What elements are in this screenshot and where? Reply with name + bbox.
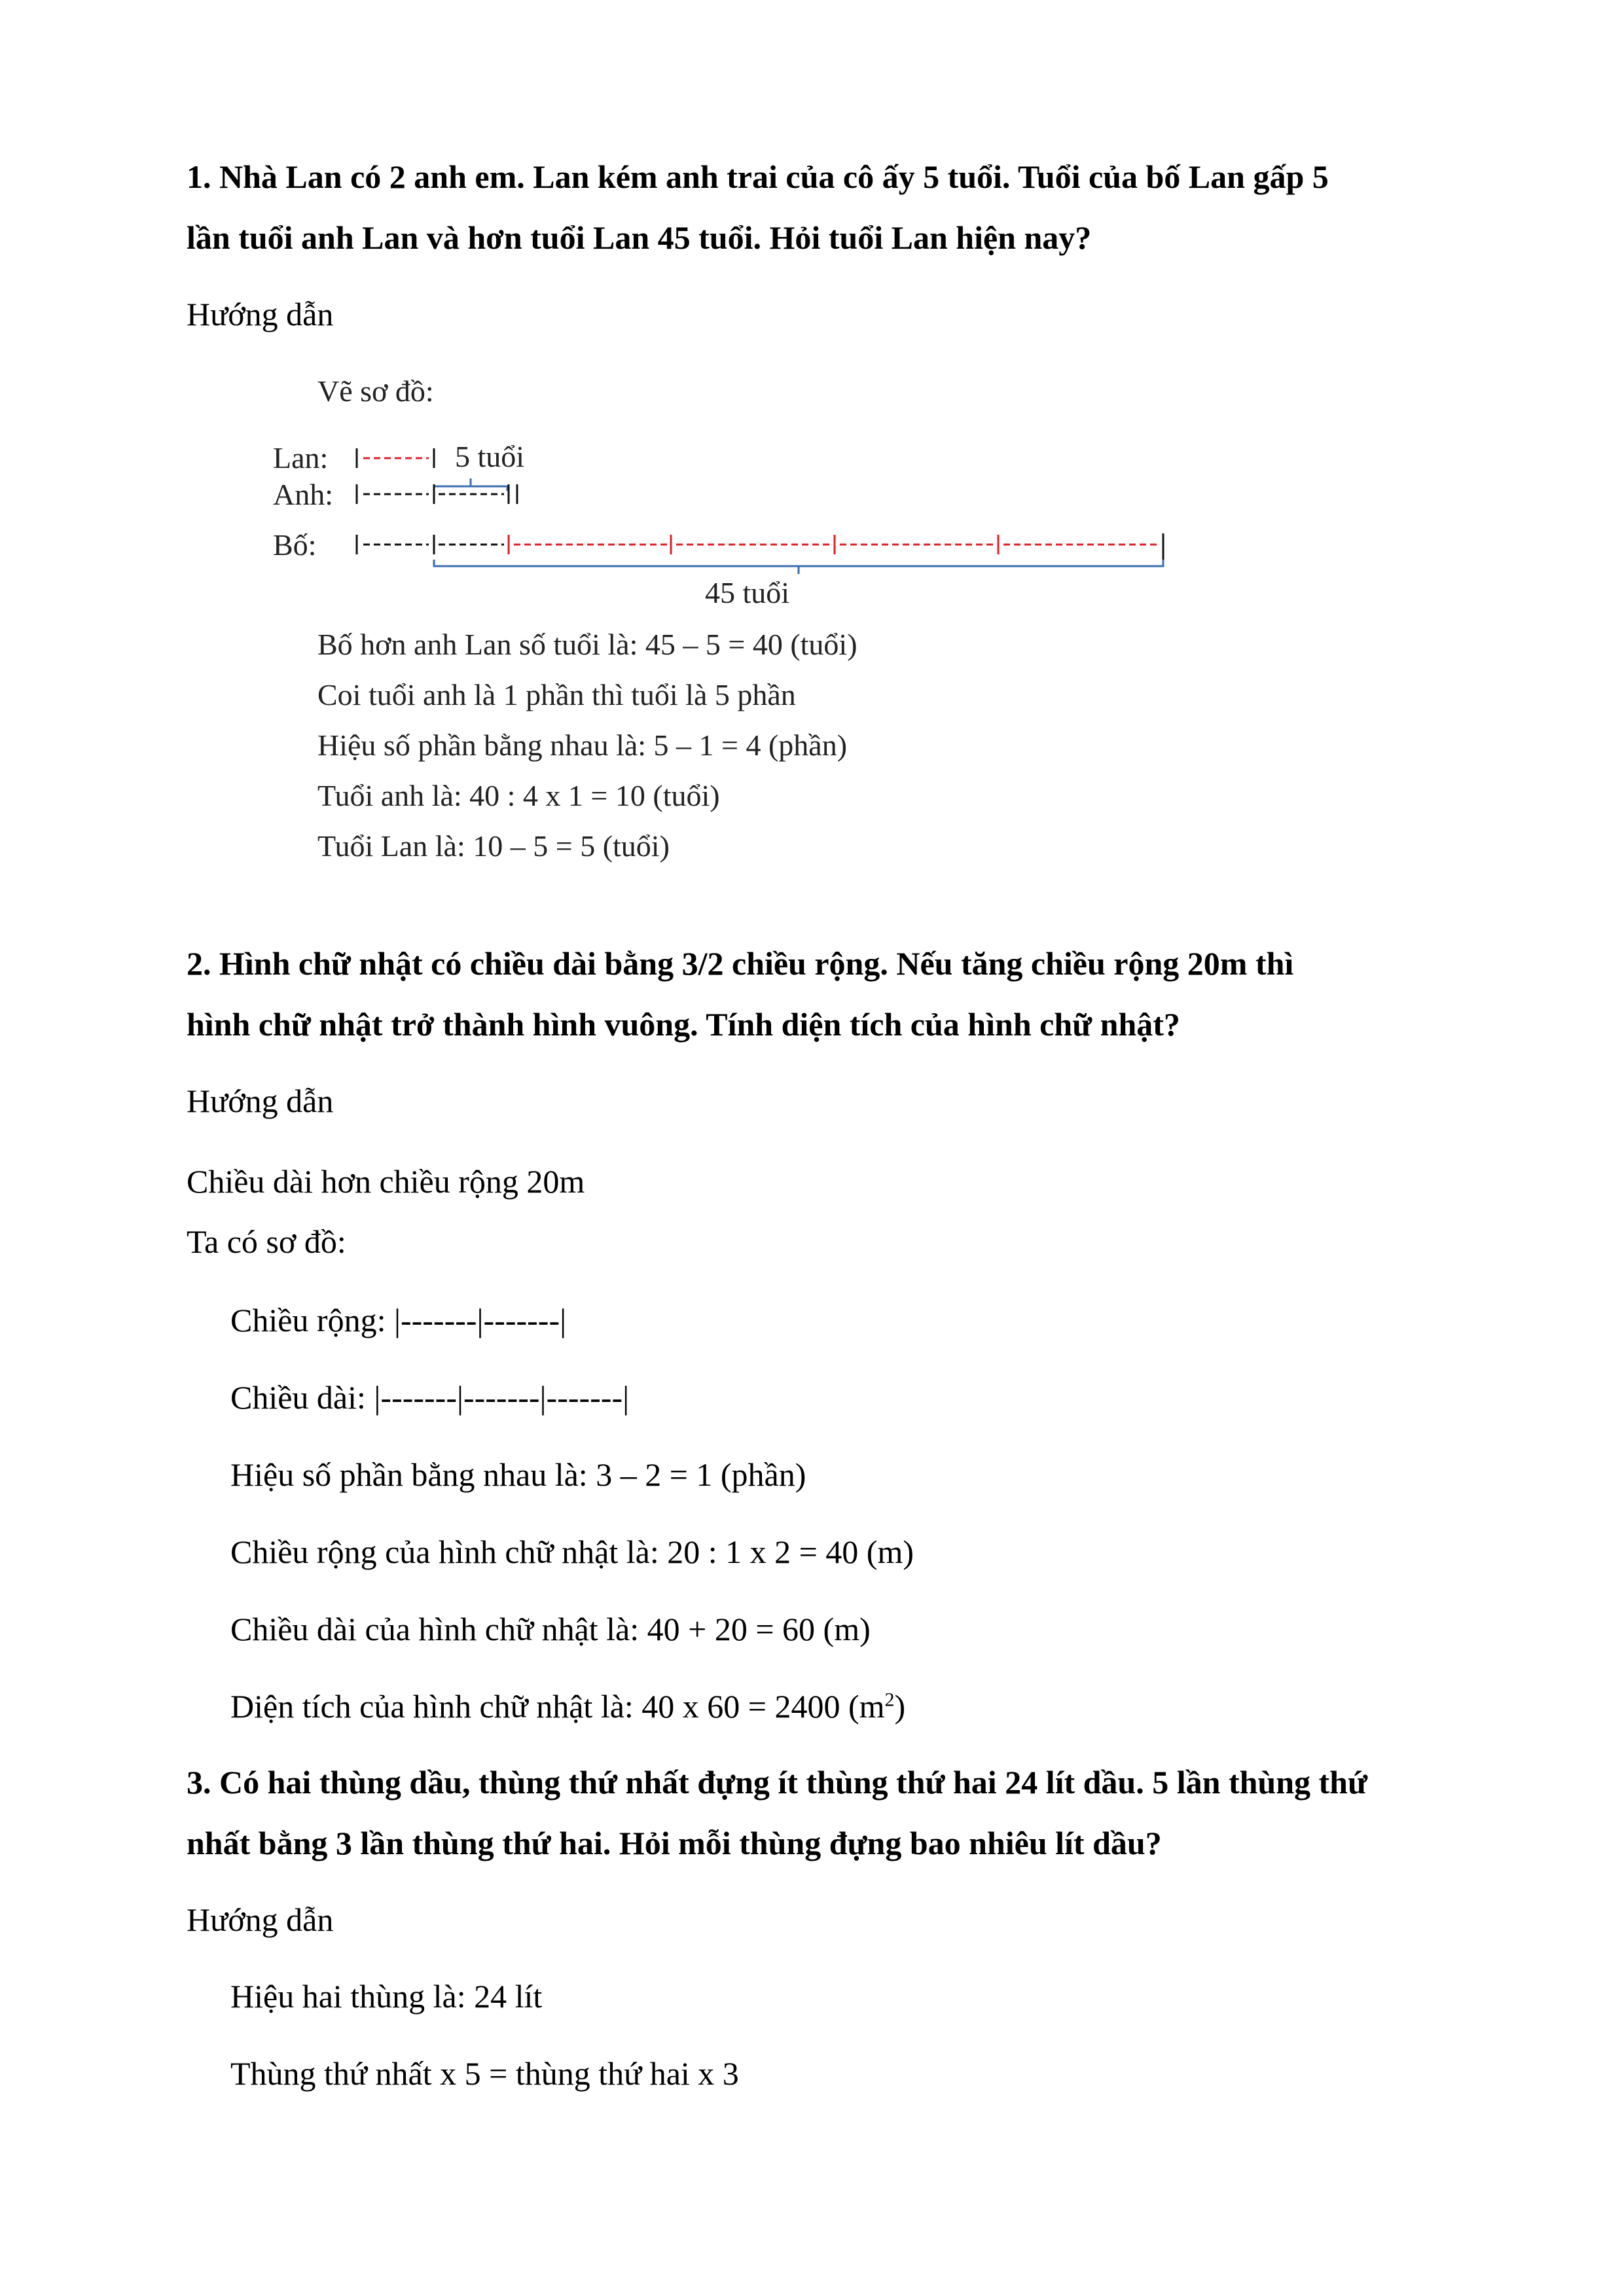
forty-five-years-brace <box>434 560 1163 574</box>
problem2-step4: Diện tích của hình chữ nhật là: 40 x 60 = 2400 $(m^2)$ <box>230 1688 906 1725</box>
problem3-step2: Thùng thứ nhất x 5 = thùng thứ hai x 3 <box>230 2055 739 2092</box>
diagram-row-anh: Anh: <box>273 478 333 511</box>
problem2-question-line1: 2. Hình chữ nhật có chiều dài bằng 3/2 chiều rộng. Nếu tăng chiều rộng 20m thì <box>187 945 1294 982</box>
problem2-question-line2: hình chữ nhật trở thành hình vuông. Tính diện tích của hình chữ nhật? <box>187 1006 1180 1043</box>
solution-line: Coi tuổi anh là 1 phần thì tuổi là 5 phần <box>317 678 796 711</box>
problem2-width-row: Chiều rộng: |-------|-------| <box>230 1302 567 1338</box>
problem1-guide-label: Hướng dẫn <box>187 296 334 332</box>
diagram-row-lan: Lan: <box>273 441 329 475</box>
diagram-label-45-tuoi: 45 tuổi <box>705 576 790 609</box>
diagram-row-bo: Bố: <box>273 528 317 562</box>
problem2-intro: Chiều dài hơn chiều rộng 20m <box>187 1163 585 1200</box>
solution-line: Tuổi anh là: 40 : 4 x 1 = 10 (tuổi) <box>317 779 720 812</box>
lan-segment <box>357 448 434 468</box>
problem2-step2: Chiều rộng của hình chữ nhật là: 20 : 1 x 2 = 40 (m) <box>230 1534 914 1570</box>
solution-line: Bố hơn anh Lan số tuổi là: 45 – 5 = 40 (tuổi) <box>317 628 857 661</box>
problem3-question-line2: nhất bằng 3 lần thùng thứ hai. Hỏi mỗi thùng đựng bao nhiêu lít dầu? <box>187 1825 1162 1861</box>
problem2-length-row: Chiều dài: |-------|-------|-------| <box>230 1379 630 1416</box>
bo-segment <box>357 533 1163 560</box>
problem2-guide-label: Hướng dẫn <box>187 1083 334 1119</box>
diagram-title: Vẽ sơ đồ: <box>317 374 434 408</box>
problem1-question-line1: 1. Nhà Lan có 2 anh em. Lan kém anh trai của cô ấy 5 tuổi. Tuổi của bố Lan gấp 5 <box>187 158 1329 195</box>
problem3-question-line1: 3. Có hai thùng dầu, thùng thứ nhất đựng ít thùng thứ hai 24 lít dầu. 5 lần thùng thứ <box>187 1764 1367 1801</box>
solution-line: Hiệu số phần bằng nhau là: 5 – 1 = 4 (phần) <box>317 728 848 762</box>
problem2-diagram-intro: Ta có sơ đồ: <box>187 1223 346 1260</box>
problem3-guide-label: Hướng dẫn <box>187 1901 334 1938</box>
problem2-step3: Chiều dài của hình chữ nhật là: 40 + 20 = 60 (m) <box>230 1611 871 1647</box>
problem1-diagram-image <box>265 370 1195 874</box>
problem2-step1: Hiệu số phần bằng nhau là: 3 – 2 = 1 (phần) <box>230 1456 806 1493</box>
five-years-brace <box>434 478 507 491</box>
problem1-question-line2: lần tuổi anh Lan và hơn tuổi Lan 45 tuổi. Hỏi tuổi Lan hiện nay? <box>187 219 1092 256</box>
solution-line: Tuổi Lan là: 10 – 5 = 5 (tuổi) <box>317 829 670 863</box>
diagram-label-5-tuoi: 5 tuổi <box>455 440 525 473</box>
problem3-step1: Hiệu hai thùng là: 24 lít <box>230 1978 543 2015</box>
superscript-two: 2 <box>884 1689 895 1711</box>
